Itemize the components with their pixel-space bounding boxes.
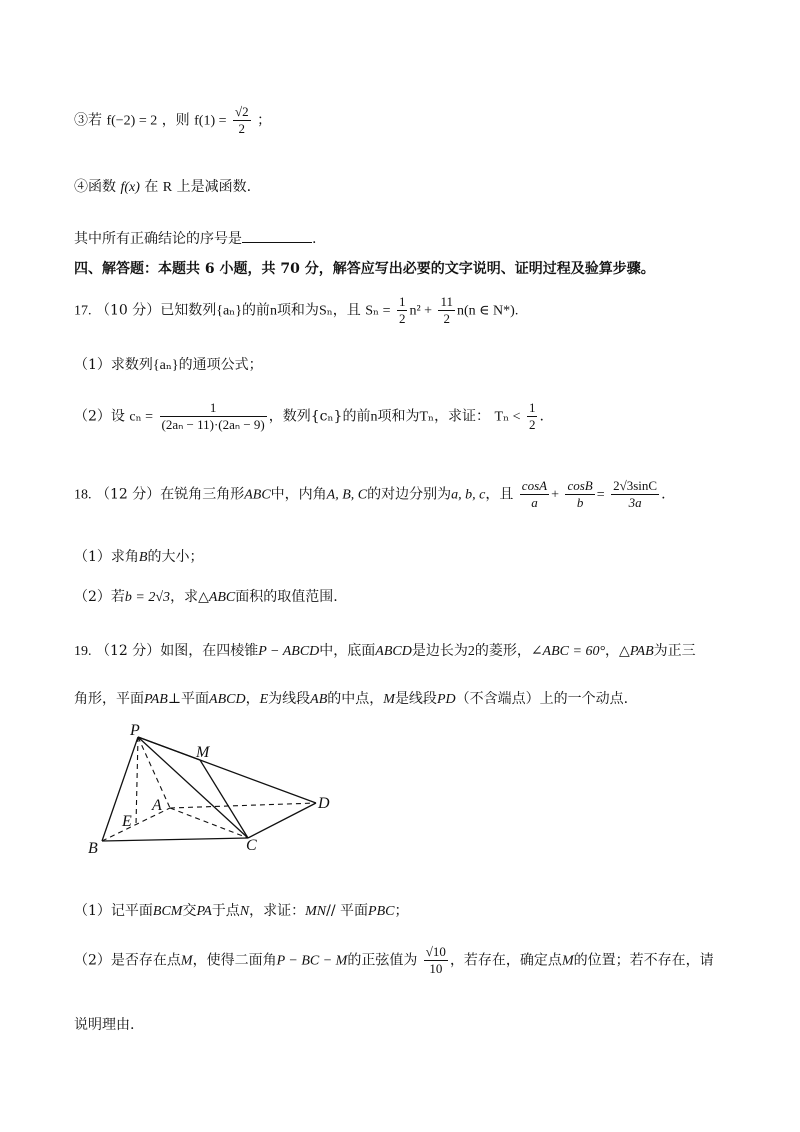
fraction-sqrt10-over-10: $\frac{√10}{10}$ [425, 944, 446, 976]
label-M: M [196, 744, 210, 761]
label-C: C [246, 837, 257, 854]
fill-in-question: 其中所有正确结论的序号是 . [74, 231, 317, 247]
question-17-part-2: （2）设 cₙ = $\frac{1}{\text{(2aₙ − 11)·(2aₙ − 9)}}$ ，数列{cₙ}的前n项和为Tₙ，求证： Tₙ < $\frac{1}{2}$ . [74, 400, 544, 432]
fraction-eleven-half: $\frac{11}{2}$ [440, 294, 454, 326]
question-18: 18. （12 分）在锐角三角形ABC中，内角A, B, C的对边分别为a, b, c，且 $\frac{\cos A}{a}$ + $\frac{\cos B}{b}$ = $\frac{2√3\sin C}{3a}$ . [74, 478, 666, 510]
question-17-part-1: （1）求数列{aₙ}的通项公式； [74, 357, 263, 373]
fraction-cn: $\frac{1}{\text{(2aₙ − 11)·(2aₙ − 9)}}$ [161, 400, 265, 432]
question-18-part-2: （2）若b = 2√3，求△ABC面积的取值范围. [74, 589, 338, 605]
formula-f-neg2: f(−2) = 2 [106, 113, 158, 129]
question-17: 17. （10 分）已知数列{aₙ}的前n项和为Sₙ，且 Sₙ = $\frac{1}{2}$ n² + $\frac{11}{2}$ n(n ∈ N*). [74, 294, 519, 326]
formula-fx: f(x) [120, 180, 140, 195]
item-3: ③若 f(−2) = 2 ，则 f(1) = $\frac{√2}{2}$ ； [74, 104, 272, 136]
label-P: P [130, 722, 140, 739]
fraction-tn-bound: $\frac{1}{2}$ [528, 400, 536, 432]
question-19-part-2: （2）是否存在点M，使得二面角P − BC − M的正弦值为 $\frac{√10}{10}$ ，若存在，确定点M的位置；若不存在，请 [74, 944, 714, 976]
fraction-cosA-over-a: $\frac{\cos A}{a}$ [521, 478, 548, 510]
question-19: 19. （12 分）如图，在四棱锥P − ABCD中，底面ABCD是边长为2的菱形，∠ABC = 60°，△PAB为正三 [74, 643, 696, 659]
question-19-line-2: 角形，平面PAB⊥平面ABCD，E为线段AB的中点，M是线段PD（不含端点）上的一个动点. [74, 691, 629, 707]
formula-f1: f(1) = [194, 113, 227, 129]
question-18-part-1: （1）求角B的大小； [74, 549, 204, 565]
label-B: B [88, 840, 98, 857]
label-A: A [152, 797, 162, 814]
question-19-part-2-line-2: 说明理由. [74, 1017, 135, 1033]
fraction-one-half: $\frac{1}{2}$ [398, 294, 406, 326]
label-E: E [122, 813, 132, 830]
answer-blank [242, 230, 312, 243]
question-19-part-1: （1）记平面BCM交PA于点N，求证：MN// 平面PBC； [74, 903, 409, 919]
fraction-sqrt2-over-2: $\frac{√2}{2}$ [234, 104, 249, 136]
fraction-sinC: $\frac{2√3\sin C}{3a}$ [613, 478, 658, 510]
section-heading: 四、解答题：本题共 6 小题，共 70 分，解答应写出必要的文字说明、证明过程及验算步骤。 [74, 261, 655, 277]
item-4: ④函数 f(x) 在 R 上是减函数. [74, 179, 252, 195]
fraction-cosB-over-b: $\frac{\cos B}{b}$ [567, 478, 593, 510]
label-D: D [318, 795, 330, 812]
